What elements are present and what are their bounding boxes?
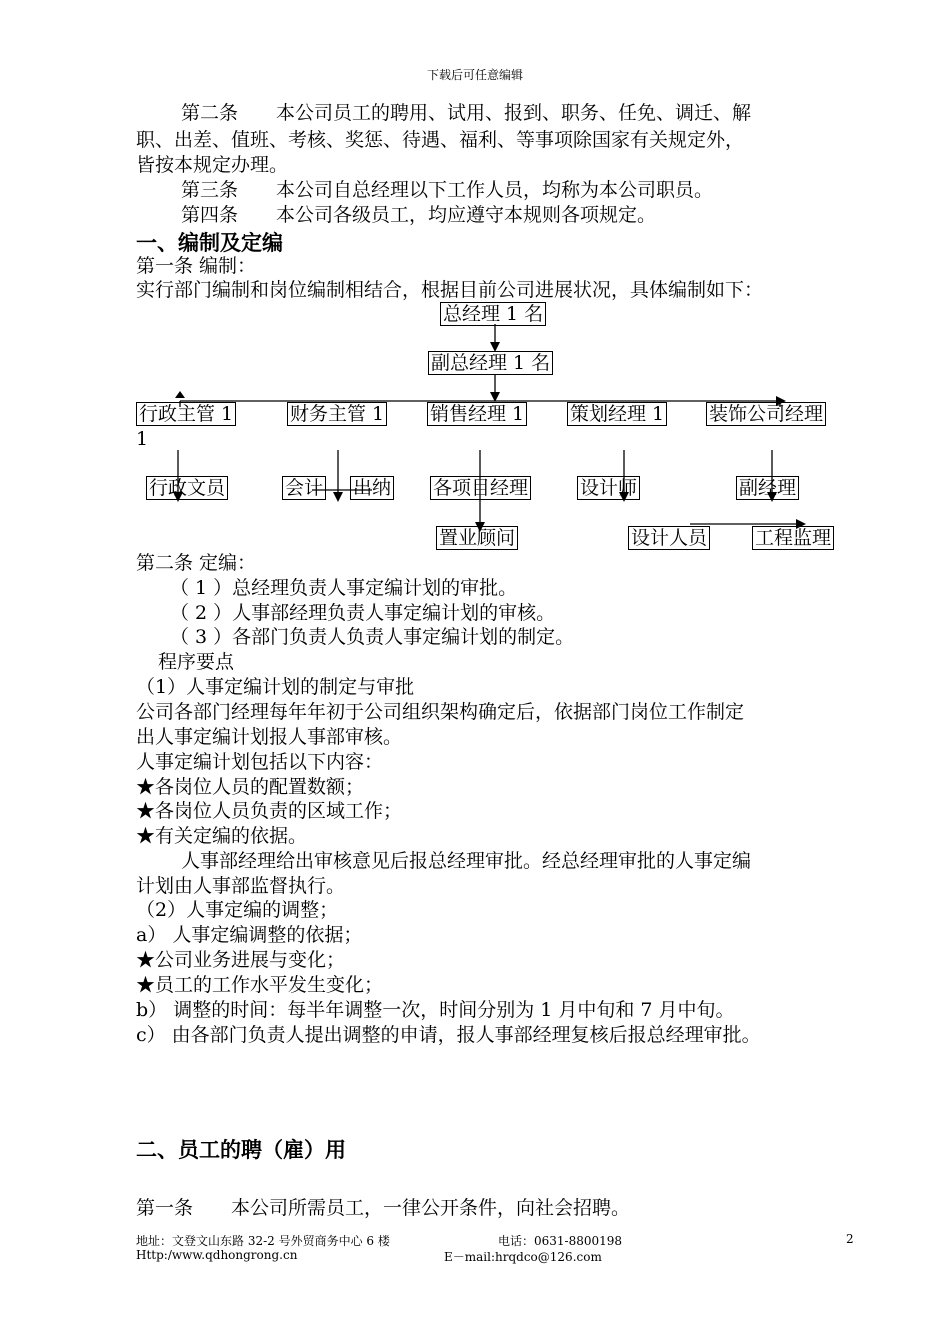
procedure-1-line-3: 人事定编计划包括以下内容： <box>136 751 384 773</box>
org-box-deputy-general-manager: 副总经理 1 名 <box>428 351 553 375</box>
section-heading-1: 一、编制及定编 <box>136 230 283 255</box>
footer-phone: 电话：0631-8800198 <box>498 1234 623 1248</box>
article-2-line-1: 第二条 本公司员工的聘用、试用、报到、职务、任免、调迁、解 <box>181 102 752 124</box>
bullet-4: ★公司业务进展与变化； <box>136 949 346 971</box>
org-box-sales-manager: 销售经理 1 <box>427 402 527 426</box>
org-admin-wrap: 1 <box>136 428 149 450</box>
clause-1-text: 实行部门编制和岗位编制相结合，根据目前公司进展状况，具体编制如下： <box>136 279 764 301</box>
procedure-1-line-4: 人事部经理给出审核意见后报总经理审批。经总经理审批的人事定编 <box>181 850 752 872</box>
org-box-decoration-manager: 装饰公司经理 <box>706 402 826 426</box>
footer-email: E－mail:hrqdco@126.com <box>444 1250 602 1264</box>
clause-2-item-2: （ 2 ）人事部经理负责人事定编计划的审核。 <box>170 602 556 624</box>
footer-page-number: 2 <box>846 1232 854 1246</box>
procedure-1-line-1: 公司各部门经理每年年初于公司组织架构确定后，依据部门岗位工作制定 <box>136 701 745 723</box>
footer-website: Http:/www.qdhongrong.cn <box>136 1248 298 1262</box>
org-box-project-managers: 各项目经理 <box>430 476 531 500</box>
org-box-deputy-manager: 副经理 <box>736 476 799 500</box>
org-box-cashier: 出纳 <box>350 476 394 500</box>
org-box-property-consultant: 置业顾问 <box>436 526 518 550</box>
clause-2-item-3: （ 3 ）各部门负责人负责人事定编计划的制定。 <box>170 626 575 648</box>
org-box-general-manager: 总经理 1 名 <box>440 302 546 326</box>
procedure-1-line-2: 出人事定编计划报人事部审核。 <box>136 726 403 748</box>
bullet-3: ★有关定编的依据。 <box>136 825 308 847</box>
procedure-title: 程序要点 <box>158 651 235 673</box>
org-box-design-staff: 设计人员 <box>628 526 710 550</box>
org-box-engineering-supervisor: 工程监理 <box>752 526 834 550</box>
procedure-2-b: b） 调整的时间：每半年调整一次，时间分别为 1 月中旬和 7 月中旬。 <box>136 999 735 1021</box>
org-box-admin-supervisor: 行政主管 1 <box>136 402 236 426</box>
procedure-2-title: （2）人事定编的调整； <box>136 899 339 921</box>
bullet-5: ★员工的工作水平发生变化； <box>136 974 384 996</box>
org-box-finance-supervisor: 财务主管 1 <box>287 402 387 426</box>
bullet-1: ★各岗位人员的配置数额； <box>136 776 365 798</box>
footer-address: 地址：文登文山东路 32-2 号外贸商务中心 6 楼 <box>136 1234 390 1248</box>
clause-1-title: 第一条 编制： <box>136 255 257 277</box>
clause-2-item-1: （ 1 ）总经理负责人事定编计划的审批。 <box>170 577 518 599</box>
article-2-line-2: 职、出差、值班、考核、奖惩、待遇、福利、等事项除国家有关规定外， <box>136 129 745 151</box>
org-box-planning-manager: 策划经理 1 <box>567 402 667 426</box>
org-box-accountant: 会计 <box>282 476 326 500</box>
org-box-designer: 设计师 <box>577 476 640 500</box>
section-heading-2: 二、员工的聘（雇）用 <box>136 1137 346 1162</box>
article-4: 第四条 本公司各级员工，均应遵守本规则各项规定。 <box>181 204 657 226</box>
clause-2-title: 第二条 定编： <box>136 552 257 574</box>
page-header-note: 下载后可任意编辑 <box>426 68 523 82</box>
procedure-1-title: （1）人事定编计划的制定与审批 <box>136 676 415 698</box>
bullet-2: ★各岗位人员负责的区域工作； <box>136 800 403 822</box>
article-3: 第三条 本公司自总经理以下工作人员，均称为本公司职员。 <box>181 179 714 201</box>
article-2-line-3: 皆按本规定办理。 <box>136 154 289 176</box>
procedure-2-a: a） 人事定编调整的依据； <box>136 924 363 946</box>
org-box-admin-clerk: 行政文员 <box>146 476 228 500</box>
procedure-1-line-5: 计划由人事部监督执行。 <box>136 875 346 897</box>
procedure-2-c: c） 由各部门负责人提出调整的申请，报人事部经理复核后报总经理审批。 <box>136 1024 761 1046</box>
employment-article-1: 第一条 本公司所需员工，一律公开条件，向社会招聘。 <box>136 1197 631 1219</box>
